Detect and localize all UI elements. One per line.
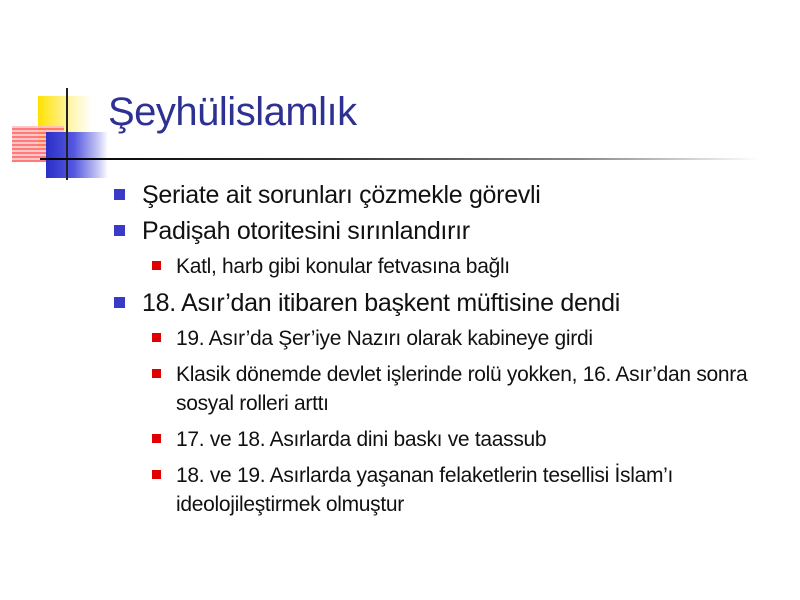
red-square-bullet-icon xyxy=(152,333,161,342)
bullet-item xyxy=(112,180,762,210)
bullet-text: Şeriate ait sorunları çözmekle görevli xyxy=(142,181,541,209)
decorative-vertical-line xyxy=(66,88,68,180)
decorative-blue-square xyxy=(46,132,108,178)
red-square-bullet-icon xyxy=(152,434,161,443)
sub-bullet-item xyxy=(112,360,762,418)
sub-bullet-item xyxy=(112,252,762,281)
bullet-item xyxy=(112,216,762,246)
sub-bullet-text: 19. Asır’da Şer’iye Nazırı olarak kabineye girdi xyxy=(176,327,593,350)
red-square-bullet-icon xyxy=(152,261,161,270)
bullet-text: Padişah otoritesini sırınlandırır xyxy=(142,217,470,245)
sub-bullet-text: 18. ve 19. Asırlarda yaşanan felaketlerin tesellisi İslam’ı ideolojileştirmek olmuştur xyxy=(176,464,674,516)
sub-bullet-item xyxy=(112,324,762,353)
blue-square-bullet-icon xyxy=(114,297,125,308)
bullet-list xyxy=(112,180,762,526)
blue-square-bullet-icon xyxy=(114,189,125,200)
slide-title: Şeyhülislamlık xyxy=(108,90,357,134)
red-square-bullet-icon xyxy=(152,369,161,378)
sub-bullet-item xyxy=(112,461,762,519)
sub-bullet-text: Klasik dönemde devlet işlerinde rolü yokken, 16. Asır’dan sonra sosyal rolleri arttı xyxy=(176,363,748,415)
sub-bullet-item xyxy=(112,425,762,454)
title-underline xyxy=(40,158,760,160)
bullet-text: 18. Asır’dan itibaren başkent müftisine dendi xyxy=(142,289,621,317)
blue-square-bullet-icon xyxy=(114,225,125,236)
sub-bullet-text: 17. ve 18. Asırlarda dini baskı ve taassub xyxy=(176,428,547,451)
sub-bullet-text: Katl, harb gibi konular fetvasına bağlı xyxy=(176,255,510,278)
red-square-bullet-icon xyxy=(152,470,161,479)
bullet-item xyxy=(112,288,762,318)
